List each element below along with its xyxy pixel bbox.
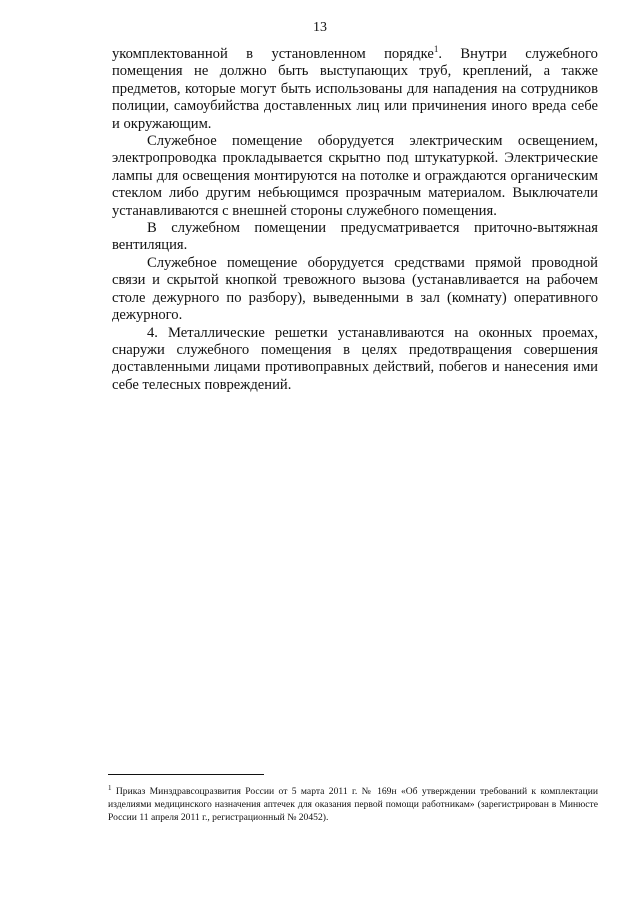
paragraph-1 — [112, 46, 598, 133]
footnote-separator — [108, 774, 264, 775]
document-body — [112, 46, 598, 394]
paragraph-4: Служебное помещение оборудуется средствами прямой проводной связи и скрытой кнопкой тревожного вызова (устанавливается на рабочем столе дежурного по разбору), выведенными в зал (комнату) оперативного дежурного. — [112, 254, 598, 324]
paragraph-1-text-start: укомплектованной в установленном порядке — [112, 46, 434, 62]
footnote-text: Приказ Минздравсоцразвития России от 5 марта 2011 г. № 169н «Об утверждении требований к комплектации изделиями медицинского назначения аптечек для оказания первой помощи работникам» (зарегистрирован в Минюсте России 11 апреля 2011 г., регистрационный № 20452). — [108, 786, 598, 823]
footnote — [108, 785, 598, 824]
paragraph-3: В служебном помещении предусматривается приточно-вытяжная вентиляция. — [112, 220, 598, 254]
paragraph-2: Служебное помещение оборудуется электрическим освещением, электропроводка прокладывается скрытно под штукатуркой. Электрические лампы для освещения монтируются на потолке и ограждаются органическим стеклом либо другим небьющимся прозрачным материалом. Выключатели устанавливаются с внешней стороны служебного помещения. — [112, 133, 598, 219]
paragraph-5: 4. Металлические решетки устанавливаются на оконных проемах, снаружи служебного помещения в целях предотвращения совершения доставленными лицами противоправных действий, побегов и нанесения ими себе телесных повреждений. — [112, 324, 598, 393]
paragraph-1-text-end: . Внутри служебного помещения не должно быть выступающих труб, креплений, а также предметов, которые могут быть использованы для нападения на сотрудников полиции, самоубийства доставленных лиц или причинения иного вреда себе и окружающим. — [112, 46, 598, 132]
page-number: 13 — [313, 20, 327, 35]
footnote-number: 1 — [108, 783, 112, 792]
footnote-reference[interactable]: 1 — [433, 44, 439, 55]
